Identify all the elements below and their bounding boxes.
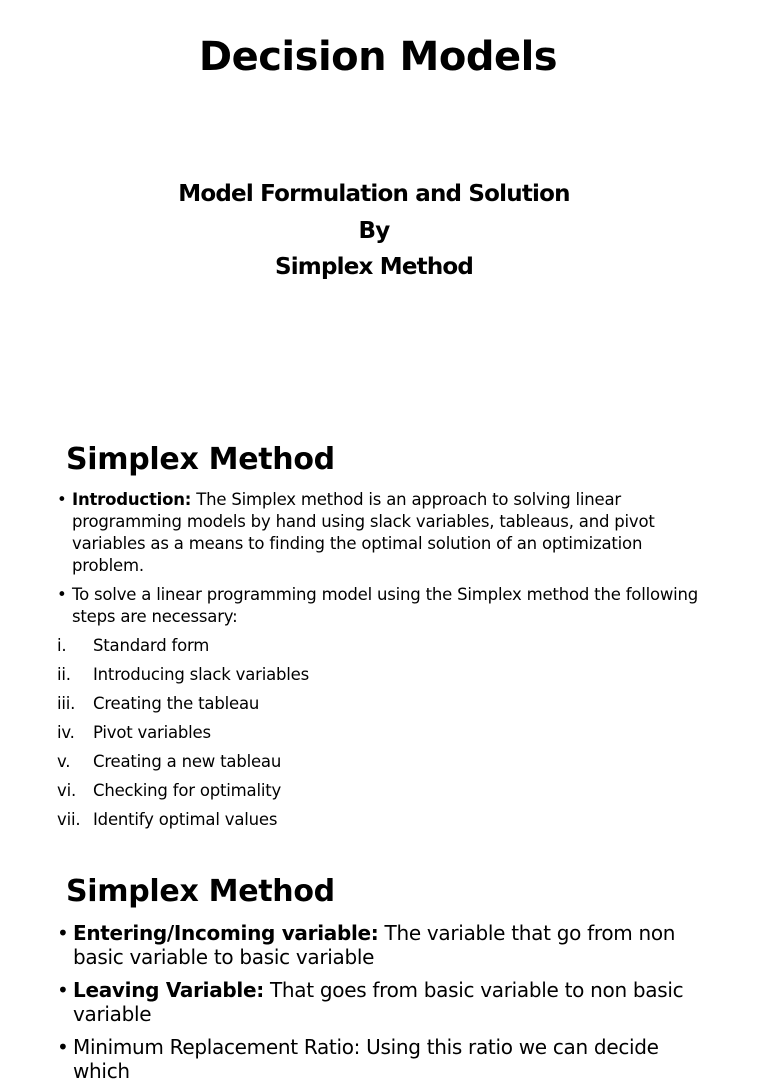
list-item bbox=[57, 692, 309, 721]
list-item bbox=[57, 584, 717, 628]
steps-list bbox=[57, 634, 309, 837]
item-text: Minimum Replacement Ratio: Using this ratio we can decide which bbox=[73, 1035, 659, 1083]
subtitle-line: Model Formulation and Solution bbox=[178, 181, 570, 207]
term-label: Introduction: bbox=[72, 490, 192, 509]
step-number: ii. bbox=[57, 665, 71, 684]
item-text: The variable that go from non basic variable to basic variable bbox=[73, 921, 676, 969]
bullet-icon: • bbox=[57, 978, 69, 1002]
bullet-icon: • bbox=[57, 921, 69, 945]
term-label: Leaving Variable: bbox=[73, 978, 264, 1002]
step-number: vii. bbox=[57, 810, 81, 829]
list-item bbox=[57, 921, 717, 969]
step-number: v. bbox=[57, 752, 71, 771]
list-item bbox=[57, 721, 309, 750]
bullet-icon: • bbox=[57, 1035, 69, 1059]
list-item bbox=[57, 808, 309, 837]
step-text: Creating a new tableau bbox=[93, 752, 282, 771]
item-text: That goes from basic variable to non basic variable bbox=[73, 978, 684, 1026]
bullet-icon: • bbox=[57, 585, 67, 604]
list-item bbox=[57, 750, 309, 779]
step-text: Introducing slack variables bbox=[93, 665, 309, 684]
section-heading: Simplex Method bbox=[66, 442, 335, 477]
step-text: Checking for optimality bbox=[93, 781, 282, 800]
item-text: To solve a linear programming model using the Simplex method the following steps are necessary: bbox=[72, 585, 699, 626]
step-text: Pivot variables bbox=[93, 723, 211, 742]
step-number: vi. bbox=[57, 781, 76, 800]
item-text: The Simplex method is an approach to solving linear programming models by hand using slack variables, tableaus, and pivot variables as a means to finding the optimal solution of an optimization problem. bbox=[72, 490, 655, 575]
step-text: Identify optimal values bbox=[93, 810, 278, 829]
step-text: Creating the tableau bbox=[93, 694, 260, 713]
list-item bbox=[57, 779, 309, 808]
list-item bbox=[57, 978, 717, 1026]
subtitle-line: Simplex Method bbox=[274, 254, 474, 280]
list-item bbox=[57, 663, 309, 692]
subtitle-line: By bbox=[358, 217, 390, 244]
section-heading: Simplex Method bbox=[66, 874, 335, 909]
step-number: i. bbox=[57, 636, 67, 655]
list-item bbox=[57, 489, 717, 577]
bullet-list bbox=[57, 921, 717, 1092]
list-item bbox=[57, 1035, 717, 1083]
term-label: Entering/Incoming variable: bbox=[73, 921, 379, 945]
step-text: Standard form bbox=[93, 636, 210, 655]
step-number: iv. bbox=[57, 723, 75, 742]
list-item bbox=[57, 634, 309, 663]
bullet-list bbox=[57, 489, 717, 635]
subtitle bbox=[0, 176, 748, 286]
page-title: Decision Models bbox=[198, 34, 558, 80]
step-number: iii. bbox=[57, 694, 76, 713]
bullet-icon: • bbox=[57, 490, 67, 509]
